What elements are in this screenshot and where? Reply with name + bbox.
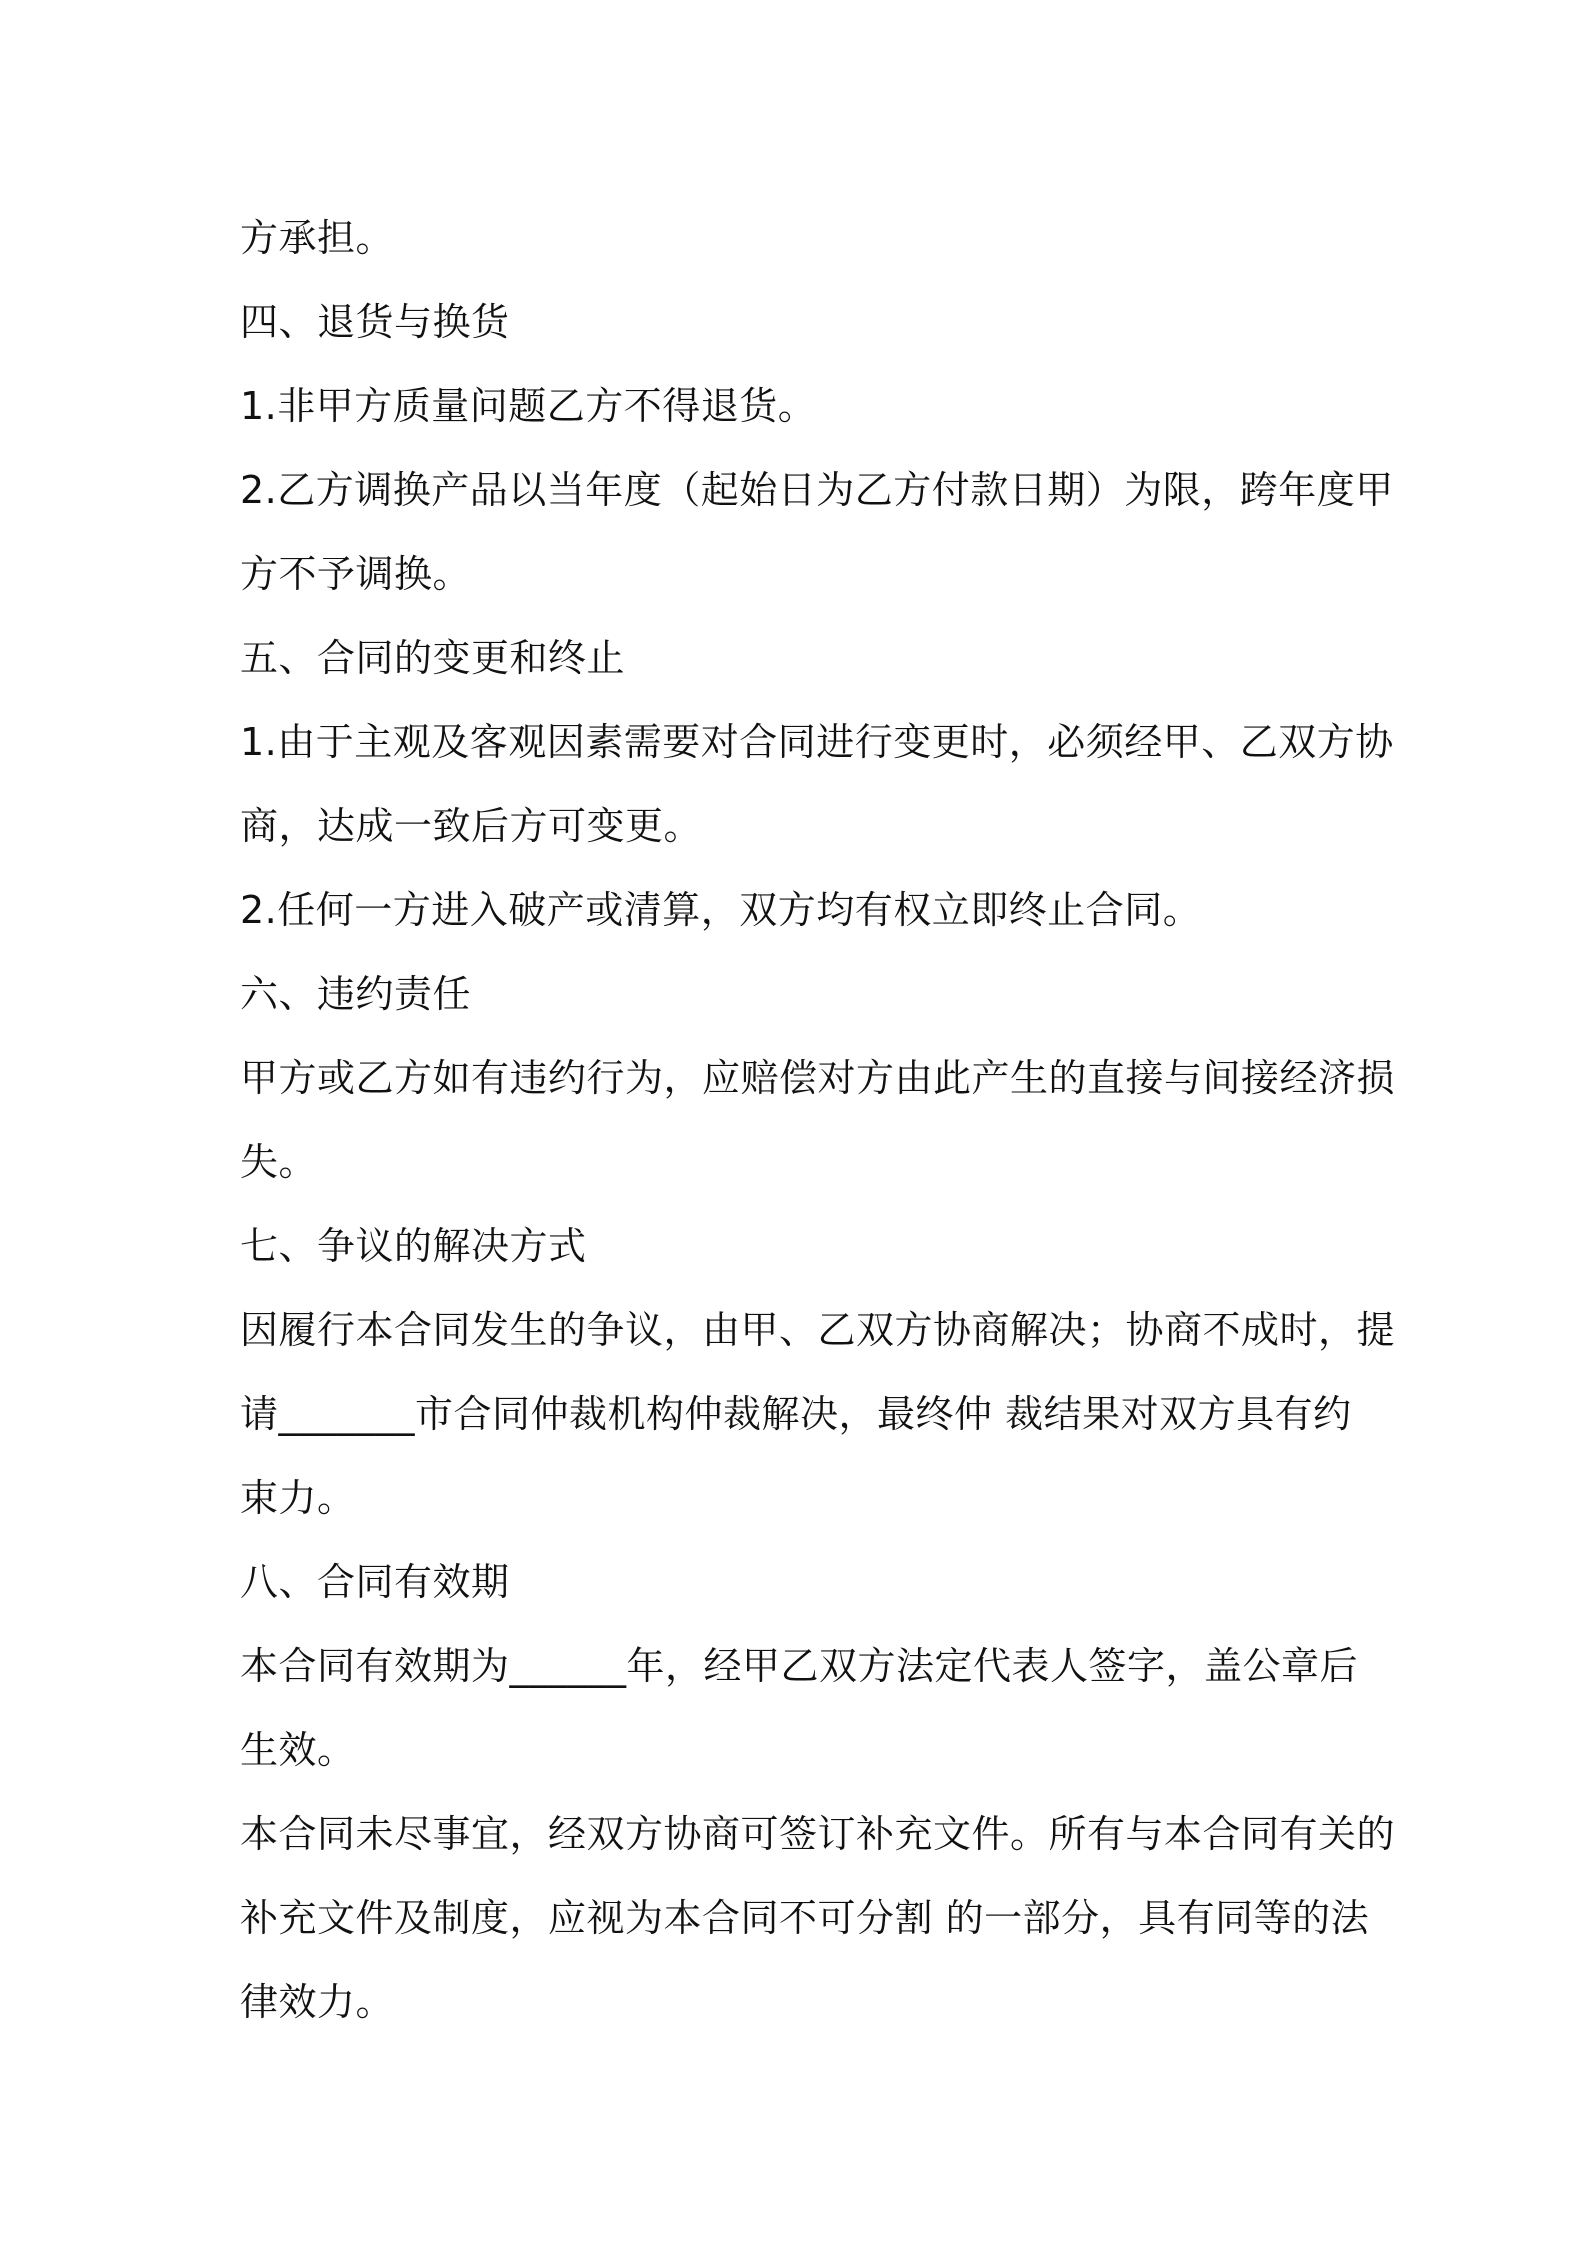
text-line: 商，达成一致后方可变更。 <box>240 804 703 848</box>
text-line: 本合同有效期为______年，经甲乙双方法定代表人签字，盖公章后 <box>240 1644 1359 1688</box>
section-heading-change-termination: 五、合同的变更和终止 <box>240 636 626 680</box>
section-heading-validity: 八、合同有效期 <box>240 1560 510 1604</box>
text-line: 补充文件及制度，应视为本合同不可分割 的一部分，具有同等的法 <box>240 1896 1370 1940</box>
text-line: 1.由于主观及客观因素需要对合同进行变更时，必须经甲、乙双方协 <box>240 720 1394 764</box>
section-heading-liability: 六、违约责任 <box>240 972 472 1016</box>
text-line: 请_______市合同仲裁机构仲裁解决，最终仲 裁结果对双方具有约 <box>240 1392 1352 1436</box>
text-line: 束力。 <box>240 1476 356 1520</box>
text-line: 方不予调换。 <box>240 552 472 596</box>
text-line: 因履行本合同发生的争议，由甲、乙双方协商解决；协商不成时，提 <box>240 1308 1396 1352</box>
section-heading-returns: 四、退货与换货 <box>240 300 510 344</box>
text-line: 方承担。 <box>240 216 395 260</box>
text-line: 律效力。 <box>240 1980 395 2024</box>
section-heading-dispute: 七、争议的解决方式 <box>240 1224 587 1268</box>
text-line: 甲方或乙方如有违约行为，应赔偿对方由此产生的直接与间接经济损 <box>240 1056 1396 1100</box>
text-line: 本合同未尽事宜，经双方协商可签订补充文件。所有与本合同有关的 <box>240 1812 1396 1856</box>
text-line: 2.任何一方进入破产或清算，双方均有权立即终止合同。 <box>240 888 1202 932</box>
text-line: 2.乙方调换产品以当年度（起始日为乙方付款日期）为限，跨年度甲 <box>240 468 1394 512</box>
document-body <box>240 196 1396 2044</box>
text-line: 失。 <box>240 1140 318 1184</box>
text-line: 生效。 <box>240 1728 356 1772</box>
text-line: 1.非甲方质量问题乙方不得退货。 <box>240 384 817 428</box>
